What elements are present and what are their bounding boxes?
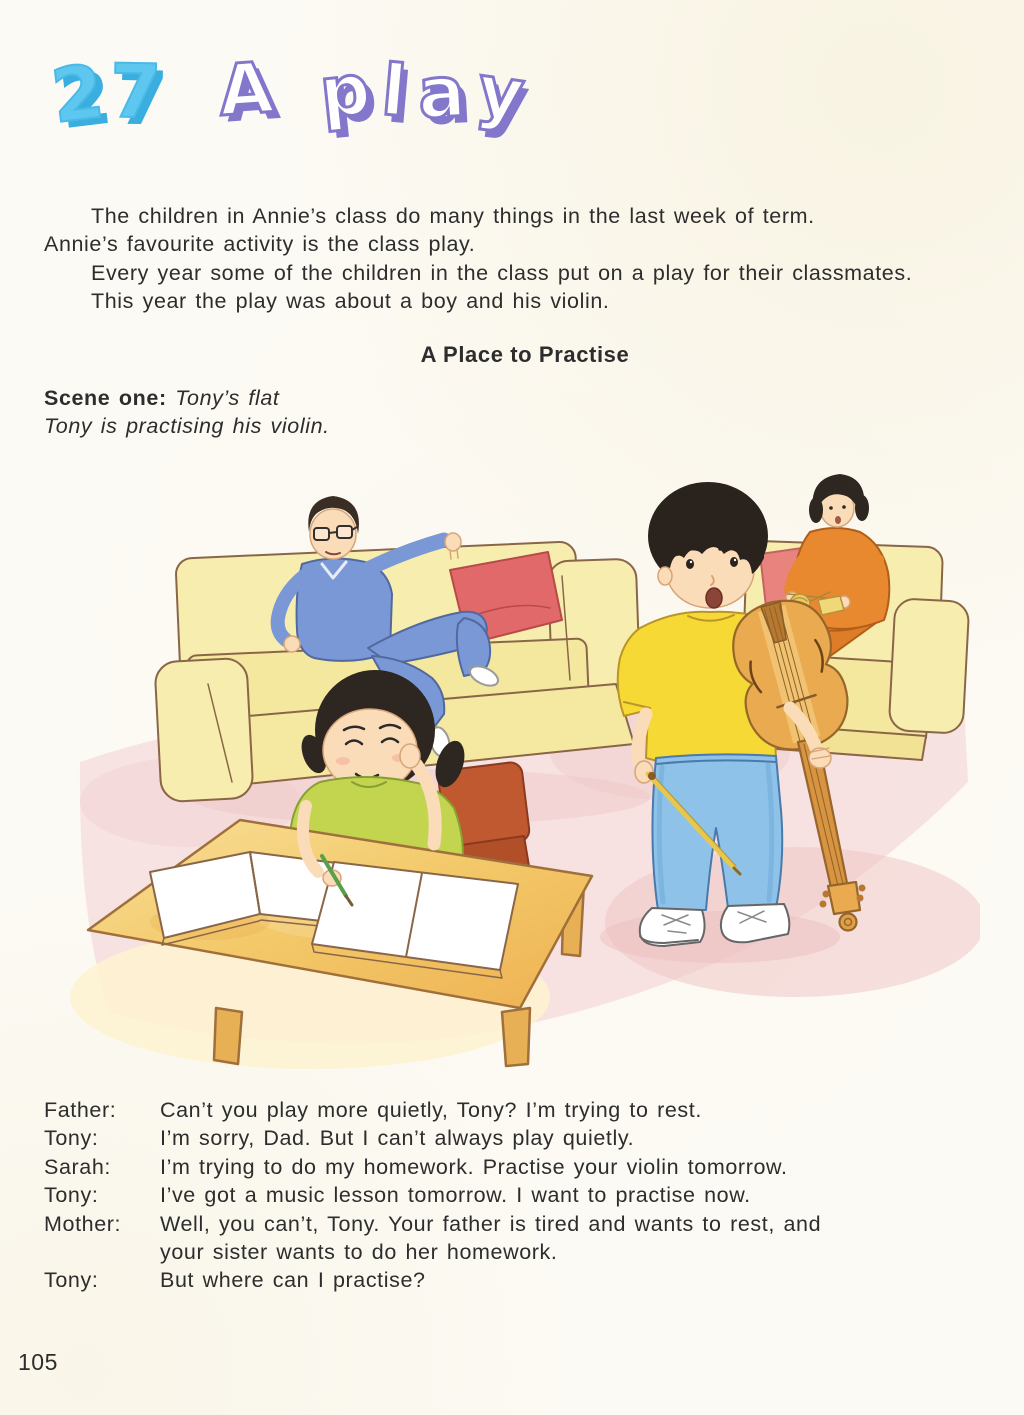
dialogue-line: Can’t you play more quietly, Tony? I’m trying to rest. (160, 1098, 702, 1122)
intro-paragraphs (44, 202, 1006, 316)
lesson-title-text: A play (216, 45, 541, 138)
dialogue-row (44, 1124, 1006, 1152)
dialogue-row (44, 1181, 1006, 1209)
dialogue-row (44, 1210, 1006, 1267)
play-heading: A Place to Practise (420, 342, 630, 367)
page-number: 105 (18, 1349, 58, 1375)
dialogue-line: But where can I practise? (160, 1268, 426, 1293)
dialogue-line: I’m sorry, Dad. But I can’t always play quietly. (160, 1126, 635, 1151)
dialogue-line: Well, you can’t, Tony. Your father is tired and wants to rest, and (160, 1211, 822, 1236)
dialogue-line: your sister wants to do her homework. (160, 1240, 558, 1265)
speaker-name: Tony: (44, 1268, 99, 1293)
dialogue-row (44, 1153, 1006, 1181)
lesson-title (46, 45, 541, 141)
intro-line: The children in Annie’s class do many things in the last week of term. (91, 204, 815, 228)
scene-stage-direction: Tony is practising his violin. (44, 414, 330, 439)
scene-description (44, 384, 944, 441)
intro-line: Every year some of the children in the class put on a play for their classmates. (91, 260, 913, 285)
dialogue-script (44, 1096, 1006, 1295)
dialogue-line: I’ve got a music lesson tomorrow. I want to practise now. (160, 1183, 751, 1208)
dialogue-row (44, 1266, 1006, 1294)
intro-line: This year the play was about a boy and his violin. (91, 289, 610, 314)
lesson-number: 27 (46, 47, 168, 141)
speaker-name: Sarah: (44, 1154, 111, 1179)
living-room-illustration (50, 452, 980, 1077)
speaker-name: Tony: (44, 1126, 99, 1151)
violin-scroll (840, 914, 857, 931)
speaker-name: Mother: (44, 1211, 122, 1236)
scene-place: Tony’s flat (175, 386, 280, 410)
dialogue-line: I’m trying to do my homework. Practise your violin tomorrow. (160, 1154, 788, 1179)
dialogue-row (44, 1096, 1006, 1124)
scene-line-1 (44, 384, 944, 412)
scene-label: Scene one: (44, 386, 167, 410)
intro-line: Annie’s favourite activity is the class play. (44, 232, 476, 257)
speaker-name: Father: (44, 1098, 117, 1122)
speaker-name: Tony: (44, 1183, 99, 1208)
